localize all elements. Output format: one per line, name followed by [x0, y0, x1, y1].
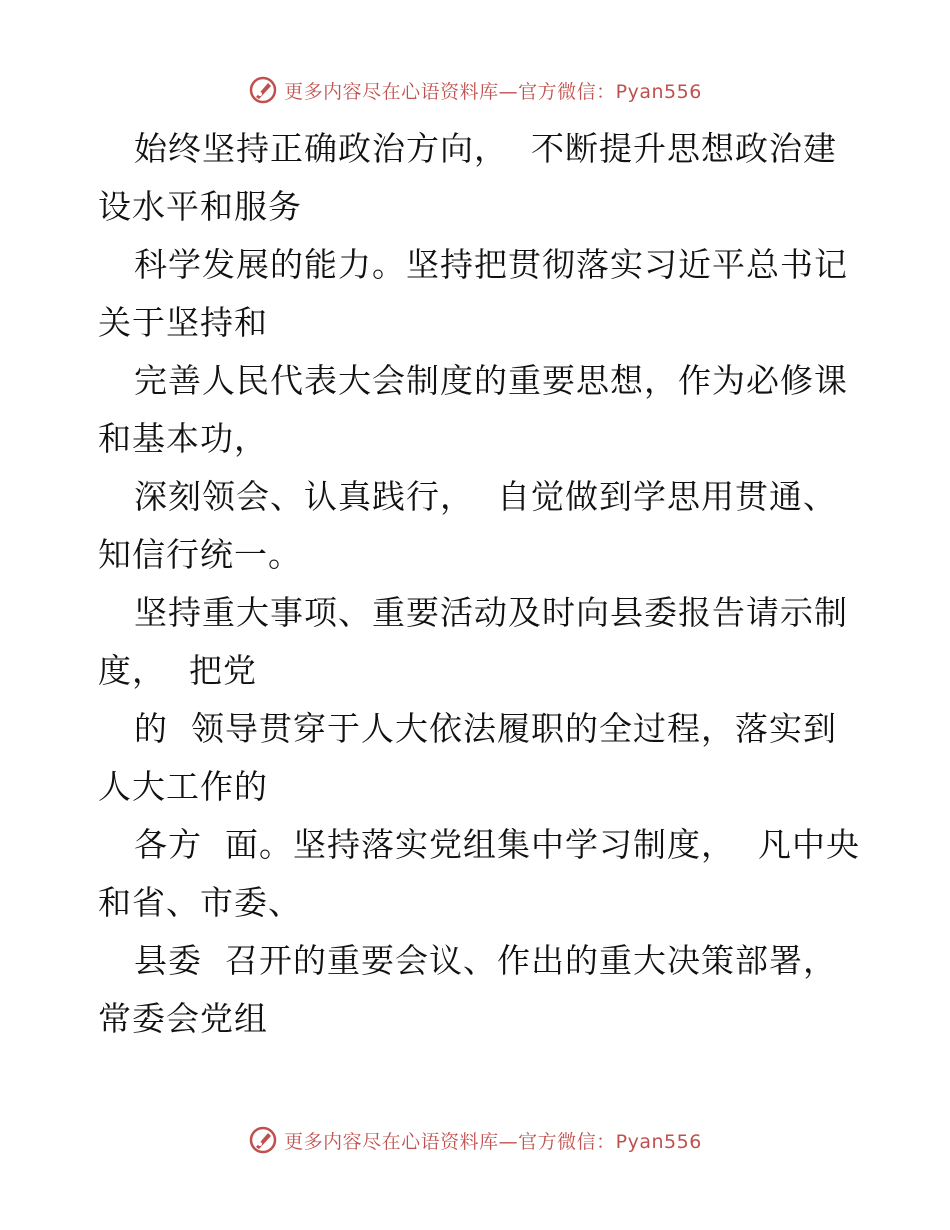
text-line: 县委 召开的重要会议、作出的重大决策部署， — [134, 941, 837, 980]
footer-banner-text: 更多内容尽在心语资料库—官方微信：Pyan556 — [284, 1130, 702, 1153]
text-line: 和省、市委、 — [98, 883, 302, 922]
text-line: 关于坚持和 — [98, 303, 268, 342]
text-line: 完善人民代表大会制度的重要思想，作为必修课 — [134, 361, 848, 400]
text-line: 和基本功， — [98, 419, 268, 458]
text-line: 常委会党组 — [98, 999, 268, 1038]
text-line: 坚持重大事项、重要活动及时向县委报告请示制 — [134, 593, 848, 632]
header-banner — [0, 70, 950, 110]
text-line: 知信行统一。 — [98, 535, 302, 574]
pen-seal-icon — [248, 1125, 278, 1155]
pen-seal-icon — [248, 75, 278, 105]
text-line: 始终坚持正确政治方向， 不断提升思想政治建 — [134, 129, 837, 168]
text-line: 的 领导贯穿于人大依法履职的全过程，落实到 — [134, 709, 837, 748]
text-line: 人大工作的 — [98, 767, 268, 806]
footer-banner — [0, 1120, 950, 1160]
document-body — [98, 120, 858, 1048]
header-banner-text: 更多内容尽在心语资料库—官方微信：Pyan556 — [284, 80, 702, 103]
text-line: 科学发展的能力。坚持把贯彻落实习近平总书记 — [134, 245, 848, 284]
text-line: 各方 面。坚持落实党组集中学习制度， 凡中央 — [134, 825, 860, 864]
text-line: 设水平和服务 — [98, 187, 302, 226]
text-line: 度， 把党 — [98, 651, 257, 690]
text-line: 深刻领会、认真践行， 自觉做到学思用贯通、 — [134, 477, 837, 516]
